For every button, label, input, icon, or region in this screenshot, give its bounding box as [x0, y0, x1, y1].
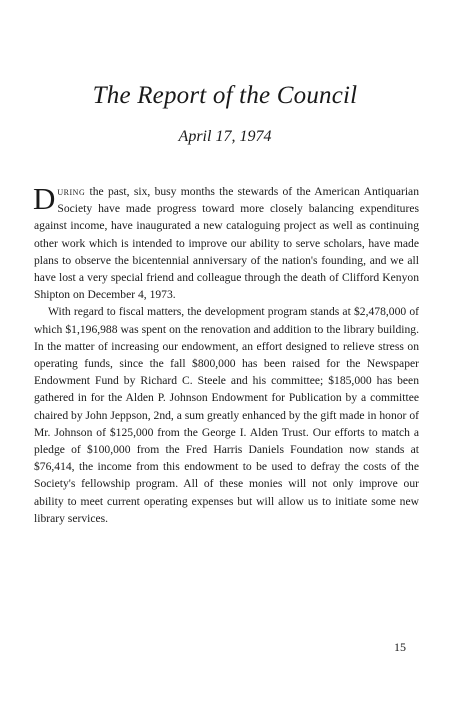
paragraph-1-smallcaps: uring: [57, 185, 86, 198]
report-date: April 17, 1974: [178, 128, 272, 145]
paragraph-2-text: With regard to fiscal matters, the development program stands at $2,478,000 of which $1,196,988 was spent on the renovation and addition to the library building. In the matter of increasing our endowment, an effort designed to relieve stress on operating funds, since the fall $800,000 has been raised for the Newspaper Endowment Fund by Richard C. Steele and his committee; $185,000 has been gathered in for the Alden P. Johnson Endowment for Publication by a committee chaired by John Jeppson, 2nd, a sum greatly enhanced by the gift made in honor of Mr. Johnson of $125,000 from the George I. Alden Trust. Our efforts to match a pledge of $100,000 from the Fred Harris Daniels Foundation now stands at $76,414, the income from this endowment to be used to defray the costs of the Society's fellowship program. All of these monies will not only improve our ability to meet current operating expenses but will allow us to initiate some new library services.: [34, 305, 419, 525]
paragraph-1-text: the past, six, busy months the stewards of the American Antiquarian Society have made progress toward more closely balancing expenditures against income, have inaugurated a new cataloguing project as well as continuing other work which is intended to improve our ability to serve scholars, have made plans to observe the bicentennial anniversary of the nation's founding, and we all have lost a very special friend and colleague through the death of Clifford Kenyon Shipton on December 4, 1973.: [34, 185, 419, 302]
report-title: The Report of the Council: [92, 82, 358, 109]
report-body: [34, 183, 419, 527]
page-number: 15: [394, 640, 406, 654]
drop-cap: D: [33, 181, 56, 216]
paragraph-2: [34, 303, 419, 527]
paragraph-1: [34, 183, 419, 303]
